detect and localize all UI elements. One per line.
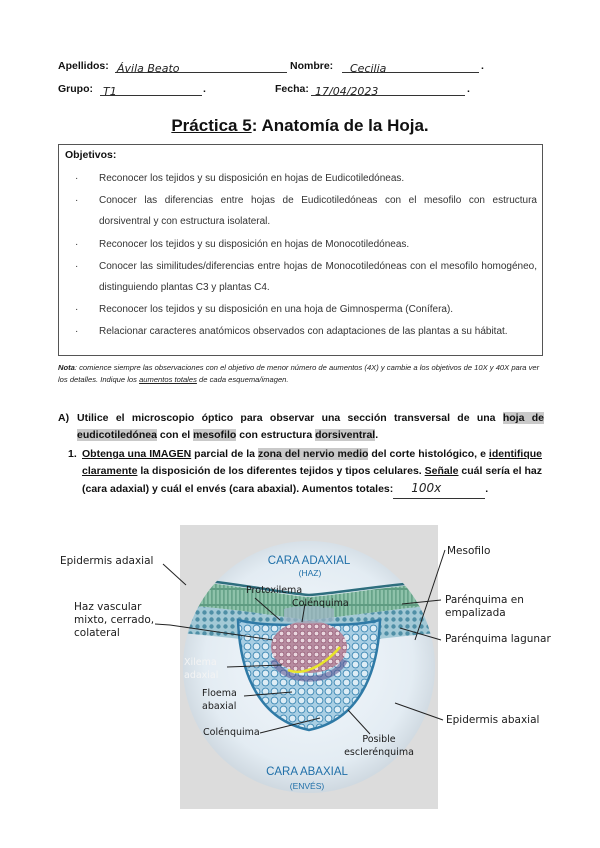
nombre-label: Nombre: [290, 60, 334, 72]
title-practice-number: Práctica 5 [171, 116, 252, 135]
leader-line [348, 710, 370, 734]
leader-line [260, 718, 320, 733]
leader-line [227, 665, 282, 667]
leader-line [400, 628, 441, 640]
label-epidermis-adaxial: Epidermis adaxial [60, 555, 154, 567]
nombre-value: Cecilia [350, 62, 387, 75]
leader-line [395, 703, 443, 720]
bullet-mark: · [75, 326, 79, 337]
highlight-nervio-medio: zona del nervio medio [257, 448, 369, 460]
objective-item: · Reconocer los tejidos y su disposición en hojas de Eudicotiledóneas. [99, 168, 537, 189]
label-colenquima-top: Colénquima [292, 598, 349, 609]
leader-line [244, 692, 292, 696]
label-epidermis-abaxial: Epidermis abaxial [446, 714, 540, 726]
note-paragraph: Nota: comience siempre las observaciones con el objetivo de menor número de aumentos (4X) y cambie a los objetivos de 10X y 40X para ver los detalles. Indique los aumentos totales de cada esquema/imagen. [58, 363, 540, 384]
grupo-label: Grupo: [58, 83, 93, 95]
fecha-value: 17/04/2023 [315, 85, 379, 98]
objective-item: · Reconocer los tejidos y su disposición en hojas de Monocotiledóneas. [99, 234, 537, 255]
leader-line [402, 600, 441, 604]
bullet-mark: · [75, 173, 79, 184]
bullet-mark: · [75, 261, 79, 272]
bullet-mark: · [75, 304, 79, 315]
objectives-heading: Objetivos: [65, 149, 117, 161]
cara-abaxial-text: CARA ABAXIAL [266, 766, 348, 778]
label-parenquima-lagunar: Parénquima lagunar [445, 633, 551, 645]
question-number: 1. [68, 448, 77, 460]
bullet-mark: · [75, 195, 79, 206]
title-topic: : Anatomía de la Hoja. [251, 116, 429, 135]
grupo-end-dot: . [203, 83, 206, 95]
cara-adaxial-text: CARA ADAXIAL [267, 555, 351, 567]
fecha-end-dot: . [467, 83, 470, 95]
label-protoxilema: Protoxilema [246, 585, 303, 596]
question-1: 1. Obtenga una IMAGEN parcial de la zona del nervio medio del corte histológico, e identifique claramente la disposición de los diferentes tejidos y tipos celulares. Señale cuál sería el haz (cara adaxial) y cuál el envés (cara abaxial). Aumentos totales: 100x . [82, 446, 542, 499]
objective-item: · Relacionar caracteres anatómicos observados con adaptaciones de las plantas a su hábitat. [99, 321, 537, 342]
grupo-value: T1 [103, 85, 117, 98]
section-a: A) Utilice el microscopio óptico para observar una sección transversal de una hoja de eudicotiledónea con el mesofilo con estructura dorsiventral. [58, 412, 544, 441]
objective-item: · Conocer las similitudes/diferencias entre hojas de Monocotiledóneas con el mesofilo homogéneo, distinguiendo plantas C3 y plantas C4. [99, 256, 537, 298]
highlight-mesofilo: mesofilo [193, 429, 237, 441]
leader-line [415, 550, 445, 640]
haz-text: (HAZ) [298, 568, 322, 578]
note-label: Nota [58, 363, 75, 372]
leader-line [255, 598, 280, 620]
label-xilema: Xilema adaxial [184, 657, 219, 681]
fecha-label: Fecha: [275, 83, 309, 95]
objective-item: · Reconocer los tejidos y su disposición en una hoja de Gimnosperma (Conífera). [99, 299, 537, 320]
apellidos-value: Ávila Beato [117, 62, 180, 75]
bullet-mark: · [75, 239, 79, 250]
label-colenquima-bottom: Colénquima [203, 727, 260, 738]
highlight-hoja-eudicot: hoja de eudicotiledónea [77, 412, 544, 441]
objective-item: · Conocer las diferencias entre hojas de Eudicotiledóneas con el mesofilo con estructura dorsiventral y con estructura isolateral. [99, 190, 537, 232]
highlight-dorsiventral: dorsiventral [315, 429, 376, 441]
enves-text: (ENVÉS) [289, 781, 325, 791]
label-floema: Floema abaxial [202, 688, 237, 712]
label-esclerenquima: Posible esclerénquima [344, 734, 414, 758]
label-haz-vascular: Haz vascular mixto, cerrado, colateral [74, 601, 155, 639]
nombre-end-dot: . [481, 60, 484, 72]
section-letter: A) [58, 412, 70, 424]
note-underlined: aumentos totales [139, 375, 197, 384]
leader-line [163, 564, 186, 585]
magnification-value: 100x [411, 481, 442, 495]
apellidos-label: Apellidos: [58, 60, 109, 72]
label-parenquima-empalizada: Parénquima en empalizada [445, 594, 524, 619]
label-mesofilo: Mesofilo [447, 545, 491, 557]
